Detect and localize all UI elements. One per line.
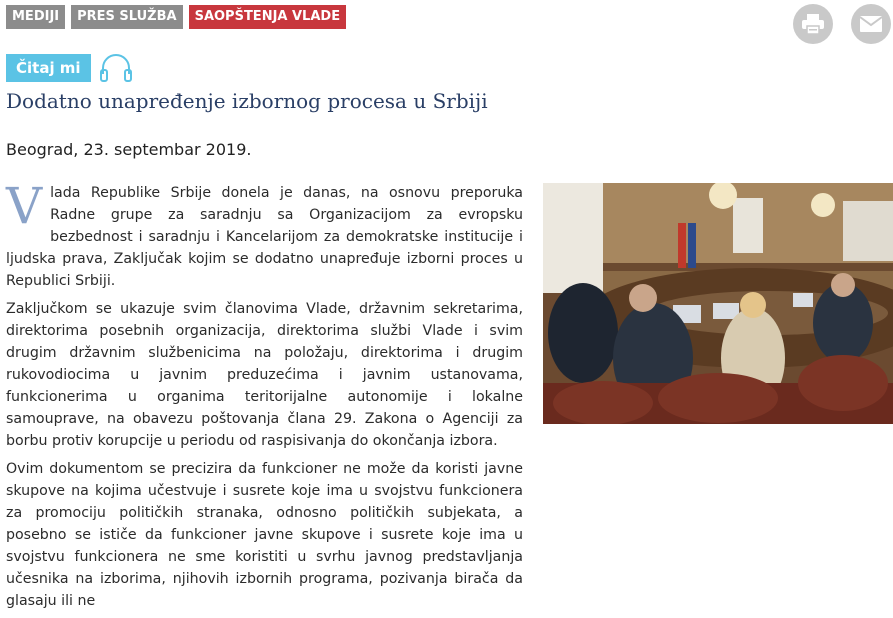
tag-saopstenja-vlade[interactable]: SAOPŠTENJA VLADE <box>189 5 347 29</box>
paragraph-1 <box>6 177 523 292</box>
printer-icon <box>801 13 825 35</box>
mail-button[interactable] <box>851 4 891 44</box>
tag-mediji[interactable]: MEDIJI <box>6 5 65 29</box>
drop-cap: V <box>6 177 43 235</box>
article-body <box>6 177 523 618</box>
read-aloud-button[interactable]: Čitaj mi <box>6 54 91 82</box>
article-title: Dodatno unapređenje izbornog procesa u Srbiji <box>6 89 488 113</box>
tag-pres-sluzba[interactable]: PRES SLUŽBA <box>71 5 182 29</box>
mail-icon <box>859 15 883 33</box>
paragraph-2: Zaključkom se ukazuje svim članovima Vlade, državnim sekretarima, direktorima posebnih organizacija, direktorima službi Vlade i svim drugim državnim službenicima na položaju, direktorima i drugim rukovodiocima u javnim preduzećima i javnim ustanovama, funkcionerima u organima teritorijalne autonomije i lokalne samouprave, na obavezu poštovanja člana 29. Zakona o Agenciji za borbu protiv korupcije u periodu od raspisivanja do okončanja izbora. <box>6 301 523 449</box>
headphones-icon[interactable] <box>99 52 133 84</box>
paragraph-1-text: lada Republike Srbije donela je danas, na osnovu preporuka Radne grupe za saradnju sa Organizacijom za evropsku bezbednost i saradnju i Kancelarijom za demokratske institucije i ljudska prava, Zaključak kojim se dodatno unapređuje izborni proces u Republici Srbiji. <box>6 185 523 289</box>
article-date: Beograd, 23. septembar 2019. <box>6 140 252 159</box>
government-session-photo[interactable] <box>543 183 893 424</box>
read-aloud-row <box>6 52 133 84</box>
category-tags <box>6 5 346 29</box>
paragraph-3: Ovim dokumentom se precizira da funkcioner ne može da koristi javne skupove na kojima učestvuje i susrete koje ima u svojstvu funkcionera za promociju političkih stranaka, odnosno političkih subjekata, a posebno se ističe da funkcioner javne skupove i susrete koje ima u svojstvu funkcionera ne sme koristiti u svrhu javnog predstavljanja učesnika na izborima, njihovih izbornih programa, pozivanja birača da glasaju ili ne <box>6 461 523 609</box>
print-button[interactable] <box>793 4 833 44</box>
